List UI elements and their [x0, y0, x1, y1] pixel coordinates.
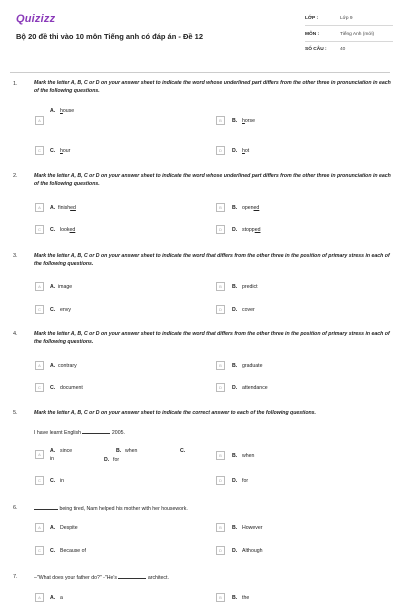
option-text: graduate [242, 363, 263, 369]
answer-box[interactable]: D [216, 225, 225, 234]
answer-box[interactable]: C [35, 146, 44, 155]
meta-divider [305, 25, 393, 26]
option-letter: B. [232, 284, 238, 290]
option-letter: C. [50, 385, 56, 391]
meta-count-key: SỐ CÂU : [305, 47, 327, 52]
option-text: Despite [60, 525, 78, 531]
option-text: Because of [60, 548, 86, 554]
option-text: since [60, 448, 73, 454]
answer-blank [82, 428, 110, 434]
question-number: 4. [13, 331, 18, 337]
answer-box[interactable]: B [216, 593, 225, 602]
option-letter: D. [232, 478, 238, 484]
answer-blank [118, 573, 146, 579]
option-letter: D. [104, 457, 110, 463]
option-text-overflow: in [50, 456, 55, 462]
option-text: contrary [58, 363, 77, 369]
option-letter: D. [232, 307, 238, 313]
option-text: finished [58, 205, 76, 211]
option-text: hot [242, 148, 250, 154]
answer-box[interactable]: C [35, 476, 44, 485]
answer-box[interactable]: A [35, 523, 44, 532]
option-text: opened [242, 205, 260, 211]
option-letter: B. [232, 363, 238, 369]
option-letter: A. [50, 363, 56, 369]
option-letter: B. [232, 595, 238, 601]
option-letter: C. [50, 148, 56, 154]
question-number: 2. [13, 173, 18, 179]
answer-box[interactable]: B [216, 523, 225, 532]
option-text: when [125, 448, 138, 454]
question-prompt: Mark the letter A, B, C or D on your answer sheet to indicate the word whose underlined part differs from the other three in pronunciation in each of the following questions. [34, 80, 391, 94]
option-text: the [242, 595, 250, 601]
meta-subject-value: Tiếng Anh (mới) [340, 32, 375, 37]
option-letter: A. [50, 595, 56, 601]
answer-box[interactable]: A [35, 203, 44, 212]
option-letter: C. [50, 548, 56, 554]
option-letter: A. [50, 284, 56, 290]
option-text: for [113, 457, 120, 463]
option-text: when [242, 453, 255, 459]
option-letter: D. [232, 148, 238, 154]
option-letter: C. [180, 448, 186, 454]
option-text: cover [242, 307, 255, 313]
meta-grade-key: LỚP : [305, 16, 319, 21]
answer-box[interactable]: C [35, 305, 44, 314]
header-separator [10, 72, 390, 73]
option-letter: A. [50, 205, 56, 211]
answer-box[interactable]: C [35, 546, 44, 555]
option-letter: C. [50, 227, 56, 233]
meta-subject-key: MÔN : [305, 32, 320, 37]
answer-box[interactable]: D [216, 305, 225, 314]
option-letter: C. [50, 478, 56, 484]
answer-box[interactable]: D [216, 146, 225, 155]
answer-box[interactable]: B [216, 282, 225, 291]
option-letter: D. [232, 548, 238, 554]
option-letter: B. [232, 205, 238, 211]
option-text: horse [242, 118, 255, 124]
option-letter: A. [50, 108, 56, 114]
question-number: 3. [13, 253, 18, 259]
answer-box[interactable]: C [35, 225, 44, 234]
question-number: 5. [13, 410, 18, 416]
meta-grade-value: Lớp 9 [340, 16, 353, 21]
question-number: 6. [13, 505, 18, 511]
question-prompt: Mark the letter A, B, C or D on your answer sheet to indicate the word whose underlined part differs from the other three in pronunciation in each of the following questions. [34, 173, 391, 187]
answer-box[interactable]: B [216, 361, 225, 370]
option-text: attendance [242, 385, 268, 391]
answer-blank [34, 504, 58, 510]
answer-box[interactable]: C [35, 383, 44, 392]
option-text: hour [60, 148, 71, 154]
answer-box[interactable]: A [35, 116, 44, 125]
option-text: house [60, 108, 75, 114]
option-letter: B. [232, 525, 238, 531]
question-number: 7. [13, 574, 18, 580]
option-text: predict [242, 284, 258, 290]
option-text: However [242, 525, 263, 531]
answer-box[interactable]: B [216, 451, 225, 460]
answer-box[interactable]: A [35, 450, 44, 459]
meta-divider [305, 41, 393, 42]
answer-box[interactable]: A [35, 361, 44, 370]
option-text: Although [242, 548, 263, 554]
question-prompt: Mark the letter A, B, C or D on your answer sheet to indicate the correct answer to each of the following questions. [34, 410, 316, 416]
answer-box[interactable]: D [216, 383, 225, 392]
answer-box[interactable]: B [216, 203, 225, 212]
option-text: for [242, 478, 249, 484]
option-letter: D. [232, 385, 238, 391]
option-letter: B. [116, 448, 122, 454]
option-text: stopped [242, 227, 261, 233]
option-letter: A. [50, 448, 56, 454]
answer-box[interactable]: B [216, 116, 225, 125]
option-text: image [58, 284, 73, 290]
option-letter: B. [232, 118, 238, 124]
question-prompt: Mark the letter A, B, C or D on your answer sheet to indicate the word that differs from the other three in the position of primary stress in each of the following questions. [34, 253, 390, 267]
meta-count-value: 40 [340, 47, 346, 52]
option-text: envy [60, 307, 71, 313]
answer-box[interactable]: A [35, 593, 44, 602]
question-number: 1. [13, 81, 18, 87]
option-letter: A. [50, 525, 56, 531]
option-text: a [60, 595, 63, 601]
option-letter: D. [232, 227, 238, 233]
answer-box[interactable]: A [35, 282, 44, 291]
answer-box[interactable]: D [216, 476, 225, 485]
quizizz-logo: Quizizz [16, 13, 56, 25]
question-sentence: I have learnt English 2005. [34, 430, 125, 436]
option-letter: B. [232, 453, 238, 459]
option-text: in [60, 478, 65, 484]
question-sentence: being tired, Nam helped his mother with her housework. [34, 504, 188, 512]
option-letter: C. [50, 307, 56, 313]
question-prompt: Mark the letter A, B, C or D on your answer sheet to indicate the word that differs from the other three in the position of primary stress in each of the following questions. [34, 331, 390, 345]
question-sentence: –"What does your father do?" -"He's architect. [34, 575, 169, 581]
page-header [0, 0, 400, 60]
option-text: looked [60, 227, 76, 233]
option-text: document [60, 385, 83, 391]
answer-box[interactable]: D [216, 546, 225, 555]
document-title: Bộ 20 đề thi vào 10 môn Tiếng anh có đáp án - Đề 12 [16, 32, 203, 41]
